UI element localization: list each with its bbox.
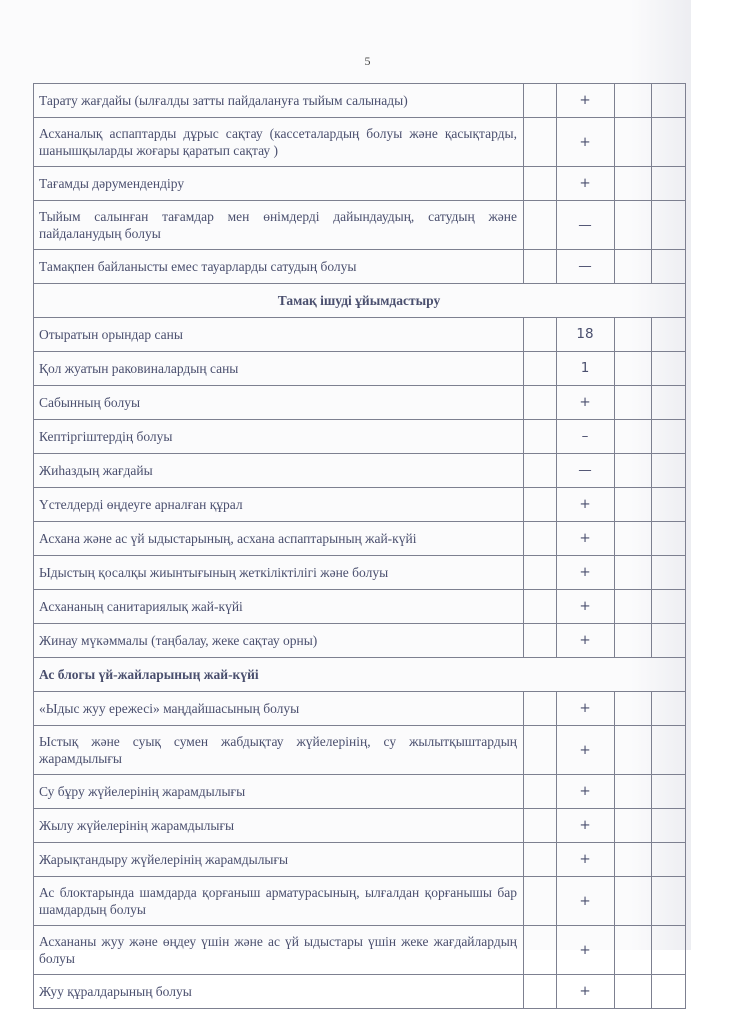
table-row bbox=[34, 624, 686, 658]
blank-cell bbox=[524, 692, 557, 726]
blank-cell bbox=[615, 386, 652, 420]
row-mark: — bbox=[557, 201, 615, 250]
blank-cell bbox=[652, 201, 686, 250]
blank-cell bbox=[652, 250, 686, 284]
row-text: Ас блоктарында шамдарда қорғаныш арматурасының, ылғалдан қорғанышы бар шамдардың болуы bbox=[34, 877, 524, 926]
row-mark: + bbox=[557, 692, 615, 726]
blank-cell bbox=[615, 118, 652, 167]
table-row bbox=[34, 454, 686, 488]
table-row bbox=[34, 352, 686, 386]
blank-cell bbox=[615, 250, 652, 284]
blank-cell bbox=[615, 556, 652, 590]
blank-cell bbox=[615, 84, 652, 118]
table-row bbox=[34, 692, 686, 726]
blank-cell bbox=[524, 352, 557, 386]
blank-cell bbox=[524, 843, 557, 877]
row-mark: + bbox=[557, 84, 615, 118]
row-text: Жылу жүйелерінің жарамдылығы bbox=[34, 809, 524, 843]
blank-cell bbox=[652, 84, 686, 118]
blank-cell bbox=[615, 201, 652, 250]
row-text: «Ыдыс жуу ережесі» маңдайшасының болуы bbox=[34, 692, 524, 726]
row-mark: + bbox=[557, 975, 615, 1009]
blank-cell bbox=[652, 420, 686, 454]
table-row bbox=[34, 809, 686, 843]
blank-cell bbox=[652, 454, 686, 488]
row-text: Кептіргіштердің болуы bbox=[34, 420, 524, 454]
row-mark: + bbox=[557, 926, 615, 975]
blank-cell bbox=[652, 775, 686, 809]
row-mark: 1 bbox=[557, 352, 615, 386]
blank-cell bbox=[652, 167, 686, 201]
table-row bbox=[34, 926, 686, 975]
blank-cell bbox=[524, 167, 557, 201]
blank-cell bbox=[524, 975, 557, 1009]
blank-cell bbox=[652, 624, 686, 658]
blank-cell bbox=[524, 877, 557, 926]
blank-cell bbox=[524, 726, 557, 775]
row-mark: + bbox=[557, 775, 615, 809]
blank-cell bbox=[524, 386, 557, 420]
table-row bbox=[34, 975, 686, 1009]
row-text: Жинау мүкәммалы (таңбалау, жеке сақтау орны) bbox=[34, 624, 524, 658]
table-row bbox=[34, 775, 686, 809]
row-text: Ыдыстың қосалқы жиынтығының жеткіліктілігі және болуы bbox=[34, 556, 524, 590]
row-mark: + bbox=[557, 386, 615, 420]
blank-cell bbox=[615, 843, 652, 877]
blank-cell bbox=[524, 522, 557, 556]
table-row bbox=[34, 590, 686, 624]
blank-cell bbox=[615, 877, 652, 926]
row-text: Асхананы жуу және өңдеу үшін және ас үй ыдыстары үшін жеке жағдайлардың болуы bbox=[34, 926, 524, 975]
row-mark: + bbox=[557, 877, 615, 926]
row-mark: – bbox=[557, 420, 615, 454]
blank-cell bbox=[652, 926, 686, 975]
blank-cell bbox=[615, 318, 652, 352]
blank-cell bbox=[615, 692, 652, 726]
blank-cell bbox=[652, 352, 686, 386]
table-row bbox=[34, 167, 686, 201]
section-row bbox=[34, 284, 686, 318]
row-text: Қол жуатын раковиналардың саны bbox=[34, 352, 524, 386]
blank-cell bbox=[524, 775, 557, 809]
row-mark: — bbox=[557, 454, 615, 488]
blank-cell bbox=[524, 201, 557, 250]
blank-cell bbox=[524, 590, 557, 624]
row-mark: 18 bbox=[557, 318, 615, 352]
blank-cell bbox=[652, 556, 686, 590]
section-heading: Ас блогы үй-жайларының жай-күйі bbox=[34, 658, 686, 692]
row-text: Жиһаздың жағдайы bbox=[34, 454, 524, 488]
row-mark: + bbox=[557, 843, 615, 877]
blank-cell bbox=[524, 250, 557, 284]
table-row bbox=[34, 250, 686, 284]
table-row bbox=[34, 843, 686, 877]
blank-cell bbox=[615, 167, 652, 201]
row-text: Су бұру жүйелерінің жарамдылығы bbox=[34, 775, 524, 809]
blank-cell bbox=[524, 926, 557, 975]
section-row bbox=[34, 658, 686, 692]
blank-cell bbox=[524, 420, 557, 454]
blank-cell bbox=[524, 624, 557, 658]
blank-cell bbox=[652, 726, 686, 775]
row-text: Тыйым салынған тағамдар мен өнімдерді дайындаудың, сатудың және пайдаланудың болуы bbox=[34, 201, 524, 250]
blank-cell bbox=[615, 522, 652, 556]
table-row bbox=[34, 201, 686, 250]
row-text: Жарықтандыру жүйелерінің жарамдылығы bbox=[34, 843, 524, 877]
blank-cell bbox=[615, 454, 652, 488]
row-text: Тағамды дәрумендендіру bbox=[34, 167, 524, 201]
row-text: Тамақпен байланысты емес тауарларды сатудың болуы bbox=[34, 250, 524, 284]
blank-cell bbox=[615, 926, 652, 975]
table-row bbox=[34, 318, 686, 352]
row-mark: + bbox=[557, 488, 615, 522]
table-row bbox=[34, 522, 686, 556]
blank-cell bbox=[652, 809, 686, 843]
row-mark: + bbox=[557, 624, 615, 658]
blank-cell bbox=[524, 84, 557, 118]
row-mark: — bbox=[557, 250, 615, 284]
table-row bbox=[34, 386, 686, 420]
blank-cell bbox=[615, 488, 652, 522]
blank-cell bbox=[524, 809, 557, 843]
row-text: Жуу құралдарының болуы bbox=[34, 975, 524, 1009]
blank-cell bbox=[615, 590, 652, 624]
blank-cell bbox=[615, 352, 652, 386]
blank-cell bbox=[652, 522, 686, 556]
blank-cell bbox=[615, 726, 652, 775]
table-row bbox=[34, 118, 686, 167]
blank-cell bbox=[524, 118, 557, 167]
row-text: Сабынның болуы bbox=[34, 386, 524, 420]
table-row bbox=[34, 488, 686, 522]
row-text: Ыстық және суық сумен жабдықтау жүйелерінің, су жылытқыштардың жарамдылығы bbox=[34, 726, 524, 775]
blank-cell bbox=[652, 692, 686, 726]
row-text: Асхананың санитариялық жай-күйі bbox=[34, 590, 524, 624]
blank-cell bbox=[615, 775, 652, 809]
blank-cell bbox=[652, 386, 686, 420]
row-mark: + bbox=[557, 809, 615, 843]
blank-cell bbox=[524, 318, 557, 352]
row-mark: + bbox=[557, 590, 615, 624]
blank-cell bbox=[652, 590, 686, 624]
table-row bbox=[34, 84, 686, 118]
blank-cell bbox=[615, 420, 652, 454]
blank-cell bbox=[652, 488, 686, 522]
row-text: Асхана және ас үй ыдыстарының, асхана аспаптарының жай-күйі bbox=[34, 522, 524, 556]
blank-cell bbox=[652, 975, 686, 1009]
blank-cell bbox=[652, 877, 686, 926]
section-heading: Тамақ ішуді ұйымдастыру bbox=[34, 284, 686, 318]
row-text: Тарату жағдайы (ылғалды затты пайдалануға тыйым салынады) bbox=[34, 84, 524, 118]
row-mark: + bbox=[557, 522, 615, 556]
row-mark: + bbox=[557, 118, 615, 167]
blank-cell bbox=[615, 809, 652, 843]
table-row bbox=[34, 556, 686, 590]
blank-cell bbox=[652, 843, 686, 877]
table-row bbox=[34, 420, 686, 454]
page-number: 5 bbox=[364, 54, 371, 68]
row-text: Отыратын орындар саны bbox=[34, 318, 524, 352]
blank-cell bbox=[615, 624, 652, 658]
blank-cell bbox=[652, 318, 686, 352]
row-text: Үстелдерді өңдеуге арналған құрал bbox=[34, 488, 524, 522]
blank-cell bbox=[524, 488, 557, 522]
row-mark: + bbox=[557, 556, 615, 590]
row-mark: + bbox=[557, 726, 615, 775]
blank-cell bbox=[652, 118, 686, 167]
table-row bbox=[34, 877, 686, 926]
checklist-table bbox=[33, 83, 686, 1009]
blank-cell bbox=[524, 454, 557, 488]
table-row bbox=[34, 726, 686, 775]
blank-cell bbox=[524, 556, 557, 590]
blank-cell bbox=[615, 975, 652, 1009]
row-mark: + bbox=[557, 167, 615, 201]
row-text: Асханалық аспаптарды дұрыс сақтау (кассеталардың болуы және қасықтарды, шанышқыларды жоғары қаратып сақтау ) bbox=[34, 118, 524, 167]
